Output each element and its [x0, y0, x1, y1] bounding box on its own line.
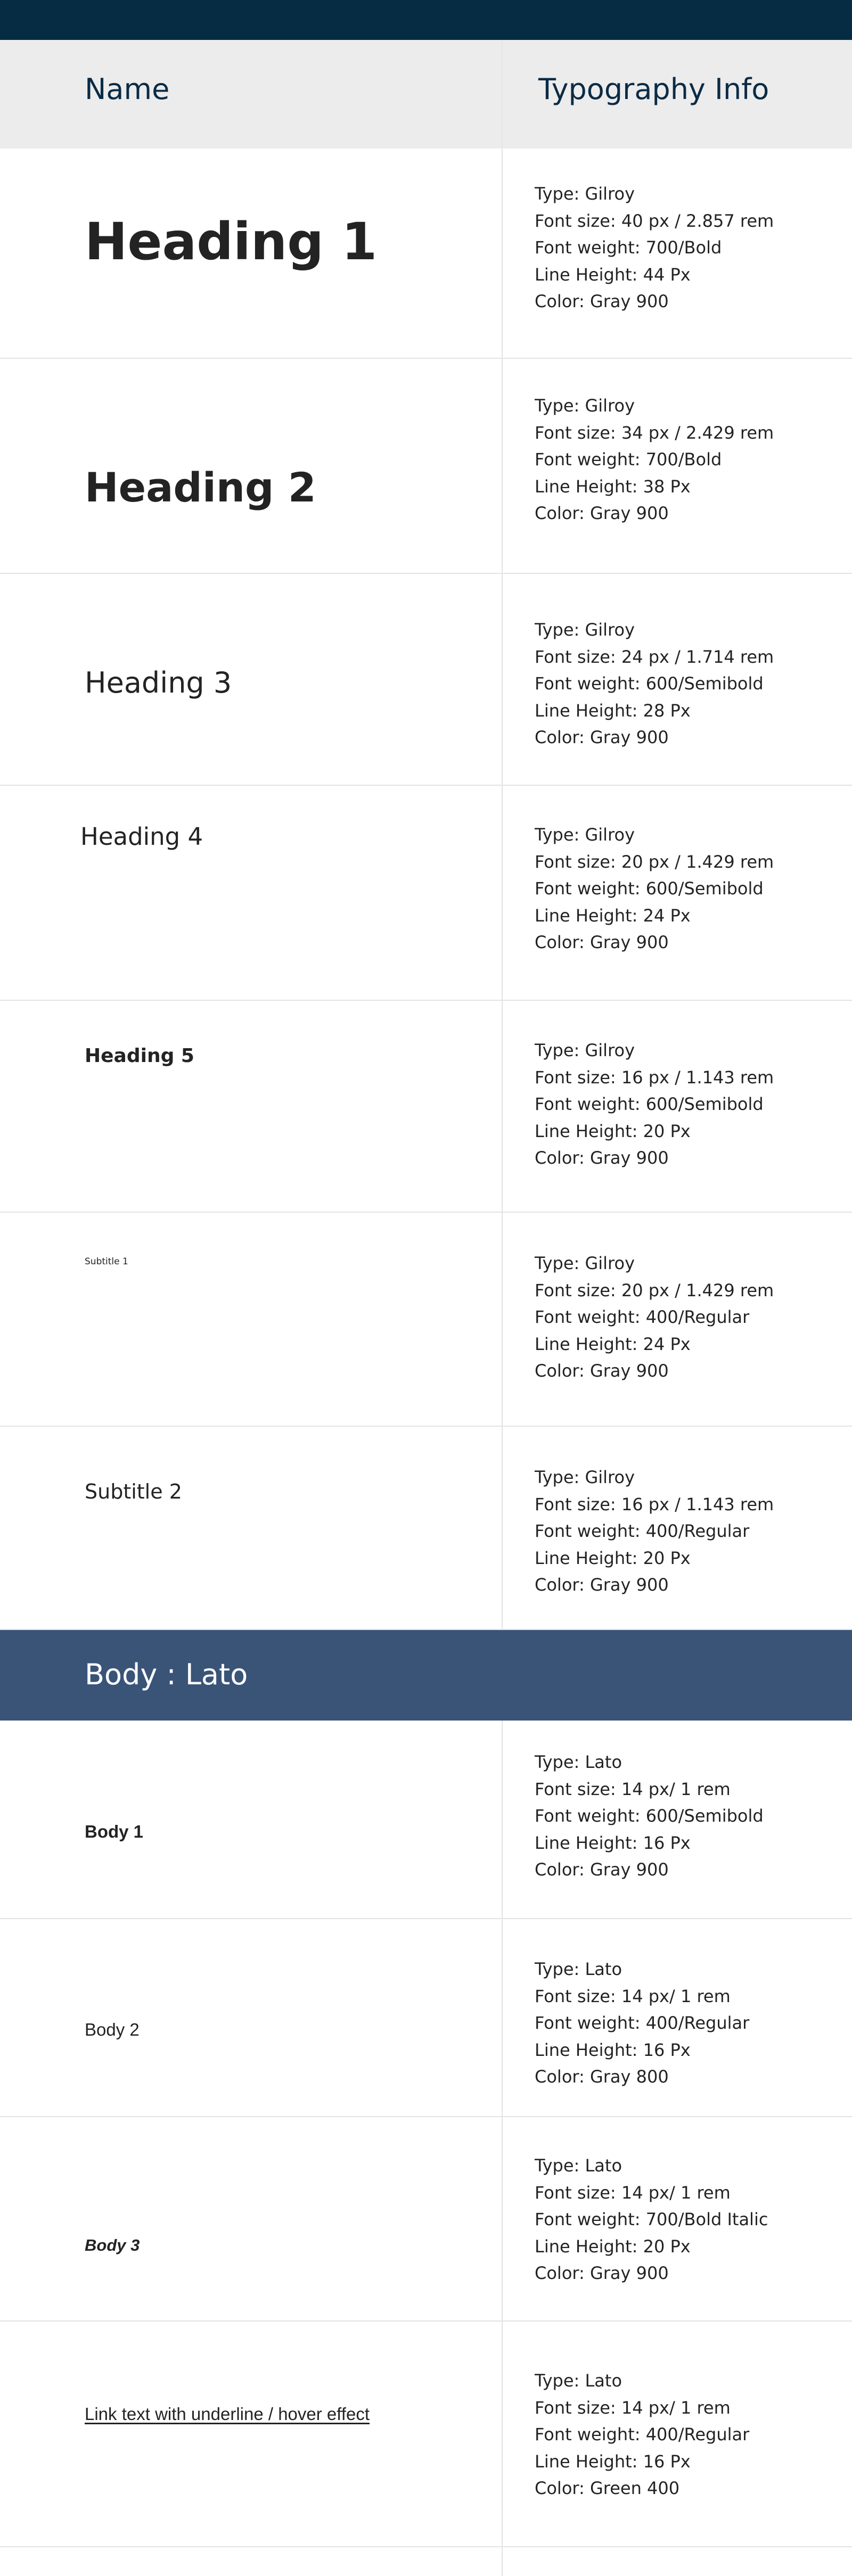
- info-line-height: Line Height: 24 Px: [535, 905, 691, 926]
- info-font-size: Font size: 14 px/ 1 rem: [535, 2182, 731, 2203]
- link-text-sample[interactable]: Link text with underline / hover effect: [85, 2404, 370, 2424]
- subtitle-2-sample: Subtitle 2: [85, 1480, 182, 1503]
- info-line-height: Line Height: 20 Px: [535, 2236, 691, 2257]
- table-row-link: [0, 2322, 852, 2547]
- info-type: Type: Gilroy: [535, 184, 635, 204]
- section-title: Body : Lato: [85, 1658, 248, 1691]
- column-divider: [502, 2322, 503, 2546]
- info-line-height: Line Height: 20 Px: [535, 1121, 691, 1141]
- column-divider: [502, 359, 503, 573]
- table-row-heading-1: [0, 149, 852, 359]
- typography-info: [535, 2152, 768, 2287]
- info-line-height: Line Height: 38 Px: [535, 476, 691, 497]
- info-type: Type: Gilroy: [535, 1253, 635, 1273]
- column-divider: [502, 1213, 503, 1426]
- info-font-size: Font size: 14 px/ 1 rem: [535, 1779, 731, 1799]
- info-color: Color: Gray 900: [535, 503, 669, 523]
- info-type: Type: Gilroy: [535, 825, 635, 845]
- info-line-height: Line Height: 20 Px: [535, 1548, 691, 1568]
- info-line-height: Line Height: 44 Px: [535, 264, 691, 285]
- info-type: Type: Lato: [535, 1752, 622, 1772]
- info-font-size: Font size: 14 px/ 1 rem: [535, 2397, 731, 2418]
- column-divider: [502, 2547, 503, 2576]
- top-bar: [0, 0, 852, 40]
- table-row-heading-4: [0, 786, 852, 1001]
- info-font-weight: Font weight: 600/Semibold: [535, 878, 764, 899]
- info-font-weight: Font weight: 400/Regular: [535, 2013, 750, 2033]
- info-color: Color: Gray 800: [535, 2067, 669, 2087]
- column-divider: [502, 2117, 503, 2320]
- info-color: Color: Gray 900: [535, 1575, 669, 1595]
- info-color: Color: Gray 900: [535, 1859, 669, 1880]
- info-font-weight: Font weight: 600/Semibold: [535, 673, 764, 694]
- column-divider: [502, 1721, 503, 1918]
- typography-info: [535, 180, 774, 315]
- info-type: Type: Gilroy: [535, 396, 635, 416]
- table-row-heading-3: [0, 574, 852, 786]
- typography-info: [535, 2367, 749, 2502]
- info-line-height: Line Height: 16 Px: [535, 2039, 691, 2060]
- info-font-size: Font size: 16 px / 1.143 rem: [535, 1494, 774, 1515]
- info-type: Type: Gilroy: [535, 1467, 635, 1487]
- heading-1-sample: Heading 1: [85, 212, 378, 271]
- info-color: Color: Gray 900: [535, 2263, 669, 2283]
- info-font-size: Font size: 14 px/ 1 rem: [535, 1986, 731, 2006]
- info-line-height: Line Height: 28 Px: [535, 700, 691, 721]
- info-font-weight: Font weight: 400/Regular: [535, 1521, 750, 1541]
- column-divider: [502, 1919, 503, 2116]
- info-color: Color: Gray 900: [535, 727, 669, 747]
- typography-info: [535, 821, 774, 956]
- typography-info: [535, 1250, 774, 1385]
- info-type: Type: Gilroy: [535, 1040, 635, 1060]
- name-column-header: Name: [85, 72, 170, 106]
- heading-5-sample: Heading 5: [85, 1045, 194, 1067]
- table-header: [0, 40, 852, 149]
- info-font-weight: Font weight: 700/Bold: [535, 237, 722, 258]
- info-font-size: Font size: 20 px / 1.429 rem: [535, 1280, 774, 1301]
- table-row-body-1: [0, 1721, 852, 1919]
- heading-2-sample: Heading 2: [85, 464, 316, 511]
- subtitle-1-sample: Subtitle 1: [85, 1256, 128, 1267]
- table-row-heading-5: [0, 1001, 852, 1213]
- info-type: Type: Gilroy: [535, 620, 635, 640]
- typography-info: [535, 1749, 764, 1883]
- body-3-sample: Body 3: [85, 2236, 140, 2254]
- info-type: Type: Lato: [535, 1959, 622, 1979]
- info-font-weight: Font weight: 600/Semibold: [535, 1094, 764, 1114]
- info-color: Color: Green 400: [535, 2478, 680, 2498]
- typography-info: [535, 392, 774, 527]
- info-line-height: Line Height: 16 Px: [535, 2451, 691, 2472]
- column-divider: [502, 149, 503, 358]
- column-divider: [502, 574, 503, 785]
- body-2-sample: Body 2: [85, 2020, 140, 2039]
- info-font-size: Font size: 40 px / 2.857 rem: [535, 210, 774, 231]
- info-font-size: Font size: 16 px / 1.143 rem: [535, 1067, 774, 1088]
- info-font-size: Font size: 34 px / 2.429 rem: [535, 422, 774, 443]
- table-row-empty: [0, 2547, 852, 2576]
- table-row-body-3: [0, 2117, 852, 2322]
- body-1-sample: Body 1: [85, 1822, 144, 1841]
- body-section-header: [0, 1630, 852, 1721]
- info-color: Color: Gray 900: [535, 291, 669, 311]
- typography-info: [535, 616, 774, 751]
- table-row-body-2: [0, 1919, 852, 2117]
- info-type: Type: Lato: [535, 2371, 622, 2391]
- column-divider: [502, 786, 503, 1000]
- table-row-heading-2: [0, 359, 852, 574]
- info-line-height: Line Height: 16 Px: [535, 1832, 691, 1853]
- heading-4-sample: Heading 4: [80, 822, 203, 851]
- info-color: Color: Gray 900: [535, 932, 669, 952]
- table-row-subtitle-1: [0, 1213, 852, 1427]
- info-font-weight: Font weight: 400/Regular: [535, 1307, 750, 1327]
- info-font-size: Font size: 20 px / 1.429 rem: [535, 851, 774, 872]
- typography-info: [535, 1956, 749, 2091]
- info-font-weight: Font weight: 700/Bold Italic: [535, 2209, 768, 2229]
- info-font-size: Font size: 24 px / 1.714 rem: [535, 646, 774, 667]
- table-row-subtitle-2: [0, 1427, 852, 1630]
- info-font-weight: Font weight: 400/Regular: [535, 2424, 750, 2445]
- info-color: Color: Gray 900: [535, 1361, 669, 1381]
- heading-3-sample: Heading 3: [85, 666, 232, 699]
- typography-info: [535, 1037, 774, 1172]
- info-color: Color: Gray 900: [535, 1148, 669, 1168]
- info-type: Type: Lato: [535, 2155, 622, 2176]
- typography-info-column-header: Typography Info: [538, 72, 769, 106]
- column-divider: [502, 1427, 503, 1629]
- info-font-weight: Font weight: 700/Bold: [535, 449, 722, 470]
- column-divider: [502, 1001, 503, 1212]
- info-font-weight: Font weight: 600/Semibold: [535, 1806, 764, 1826]
- info-line-height: Line Height: 24 Px: [535, 1334, 691, 1354]
- typography-info: [535, 1464, 774, 1599]
